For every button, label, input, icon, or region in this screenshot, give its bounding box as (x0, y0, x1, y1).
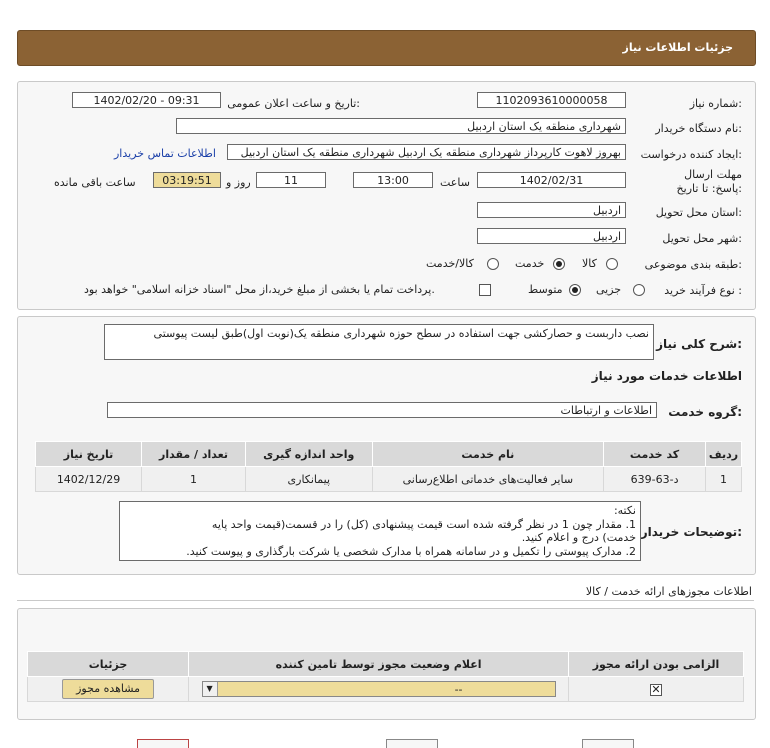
services-table (35, 441, 742, 492)
days-field[interactable]: 11 (256, 172, 326, 188)
service-group-label: گروه خدمت: (668, 405, 742, 419)
category-label: طبقه بندی موضوعی: (644, 258, 742, 271)
province-field[interactable]: اردبیل (477, 202, 626, 218)
category-goods-label: کالا (582, 257, 597, 270)
category-service-radio[interactable] (553, 258, 565, 270)
cell-permit-details (28, 677, 189, 702)
treasury-payment-note: پرداخت تمام یا بخشی از مبلغ خرید،از محل "اسناد خزانه اسلامی" خواهد بود. (84, 283, 435, 296)
days-label: روز و (226, 176, 251, 189)
deadline-time-field[interactable]: 13:00 (353, 172, 433, 188)
city-label: شهر محل تحویل: (662, 232, 742, 245)
need-number-label: شماره نیاز: (689, 97, 742, 110)
deadline-label: مهلت ارسال پاسخ: تا تاریخ: (676, 168, 742, 195)
buyer-org-field[interactable]: شهرداری منطقه یک استان اردبیل (176, 118, 626, 134)
process-medium-label: متوسط (528, 283, 563, 296)
buyer-org-label: نام دستگاه خریدار: (655, 122, 742, 135)
category-goods-service-label: کالا/خدمت (426, 257, 474, 270)
table-row[interactable] (36, 467, 742, 492)
process-minor-radio[interactable] (633, 284, 645, 296)
permits-divider (17, 600, 754, 601)
deadline-date-field[interactable]: 1402/02/31 (477, 172, 626, 188)
requester-label: ایجاد کننده درخواست: (640, 148, 742, 161)
requester-field[interactable]: بهروز لاهوت کارپرداز شهرداری منطقه یک اردبیل شهرداری منطقه یک استان اردبیل (227, 144, 626, 160)
need-number-field[interactable]: 1102093610000058 (477, 92, 626, 108)
buyer-note-line: 2. مدارک پیوستی را تکمیل و در سامانه همراه با مدارک شخصی یا شرکت بارگذاری و پیوست کنید. (186, 544, 636, 558)
table-row (28, 677, 744, 702)
process-label: نوع فرآیند خرید : (664, 284, 742, 297)
col-quantity: تعداد / مقدار (142, 442, 246, 467)
services-table-header (36, 442, 742, 467)
buyer-notes-label: توضیحات خریدار: (640, 525, 742, 539)
process-minor-label: جزیی (596, 283, 622, 296)
cell-unit: پیمانکاری (245, 467, 372, 492)
col-permit-required: الزامی بودن ارائه مجوز (569, 652, 744, 677)
deadline-time-label: ساعت (440, 176, 470, 189)
buyer-note-line: نکته: (613, 504, 636, 517)
col-need-date: تاریخ نیاز (36, 442, 142, 467)
col-permit-status: اعلام وضعیت مجوز توسط تامین کننده (189, 652, 569, 677)
permits-table-header (28, 652, 744, 677)
permit-required-checkbox: ✕ (651, 682, 661, 696)
view-permit-button[interactable]: مشاهده مجوز (62, 679, 154, 699)
buyer-notes-box (119, 501, 641, 561)
cell-permit-required (569, 677, 744, 702)
bottom-button-center[interactable] (386, 739, 438, 748)
buyer-note-line: 1. مقدار چون 1 در نظر گرفته شده است قیمت پیشنهادی (کل) را در قسمت(قیمت واحد پایه (211, 517, 636, 531)
cell-row: 1 (705, 467, 741, 492)
col-service-code: کد خدمت (604, 442, 706, 467)
treasury-payment-checkbox[interactable] (479, 284, 491, 296)
remaining-time-field: 03:19:51 (153, 172, 221, 188)
buyer-note-line: خدمت) درج و اعلام کنید. (521, 531, 636, 544)
permits-table (27, 651, 744, 702)
announce-field[interactable]: 1402/02/20 - 09:31 (72, 92, 221, 108)
info-panel (17, 81, 756, 310)
col-service-name: نام خدمت (372, 442, 604, 467)
cell-need-date: 1402/12/29 (36, 467, 142, 492)
summary-label: شرح کلی نیاز: (656, 337, 742, 351)
col-unit: واحد اندازه گیری (245, 442, 372, 467)
province-label: استان محل تحویل: (655, 206, 742, 219)
cell-service-name: سایر فعالیت‌های خدماتی اطلاع‌رسانی (372, 467, 604, 492)
category-service-label: خدمت (515, 257, 545, 270)
service-group-field[interactable]: اطلاعات و ارتباطات (107, 402, 657, 418)
remaining-time-label: ساعت باقی مانده (54, 176, 136, 189)
permits-title: اطلاعات مجوزهای ارائه خدمت / کالا (585, 585, 752, 598)
bottom-button-left[interactable] (137, 739, 189, 748)
cell-quantity: 1 (142, 467, 246, 492)
category-goods-service-radio[interactable] (487, 258, 499, 270)
permit-status-select[interactable] (202, 681, 556, 697)
services-section-title: اطلاعات خدمات مورد نیاز (591, 369, 742, 383)
page-header (17, 30, 756, 66)
col-row: ردیف (705, 442, 741, 467)
bottom-button-right[interactable] (582, 739, 634, 748)
page-title: جزئیات اطلاعات نیاز (622, 41, 733, 54)
category-goods-radio[interactable] (606, 258, 618, 270)
cell-service-code: د-63-639 (604, 467, 706, 492)
process-medium-radio[interactable] (569, 284, 581, 296)
permit-status-value: -- (454, 683, 463, 696)
col-permit-details: جزئیات (28, 652, 189, 677)
chevron-down-icon: ▼ (203, 682, 218, 696)
cell-permit-status (189, 677, 569, 702)
announce-label: تاریخ و ساعت اعلان عمومی: (227, 97, 360, 110)
contact-buyer-link[interactable]: اطلاعات تماس خریدار (114, 147, 216, 160)
city-field[interactable]: اردبیل (477, 228, 626, 244)
summary-field[interactable]: نصب داربست و حصارکشی جهت استفاده در سطح حوزه شهرداری منطقه یک(نوبت اول)طبق لیست پیوستی (104, 324, 654, 360)
